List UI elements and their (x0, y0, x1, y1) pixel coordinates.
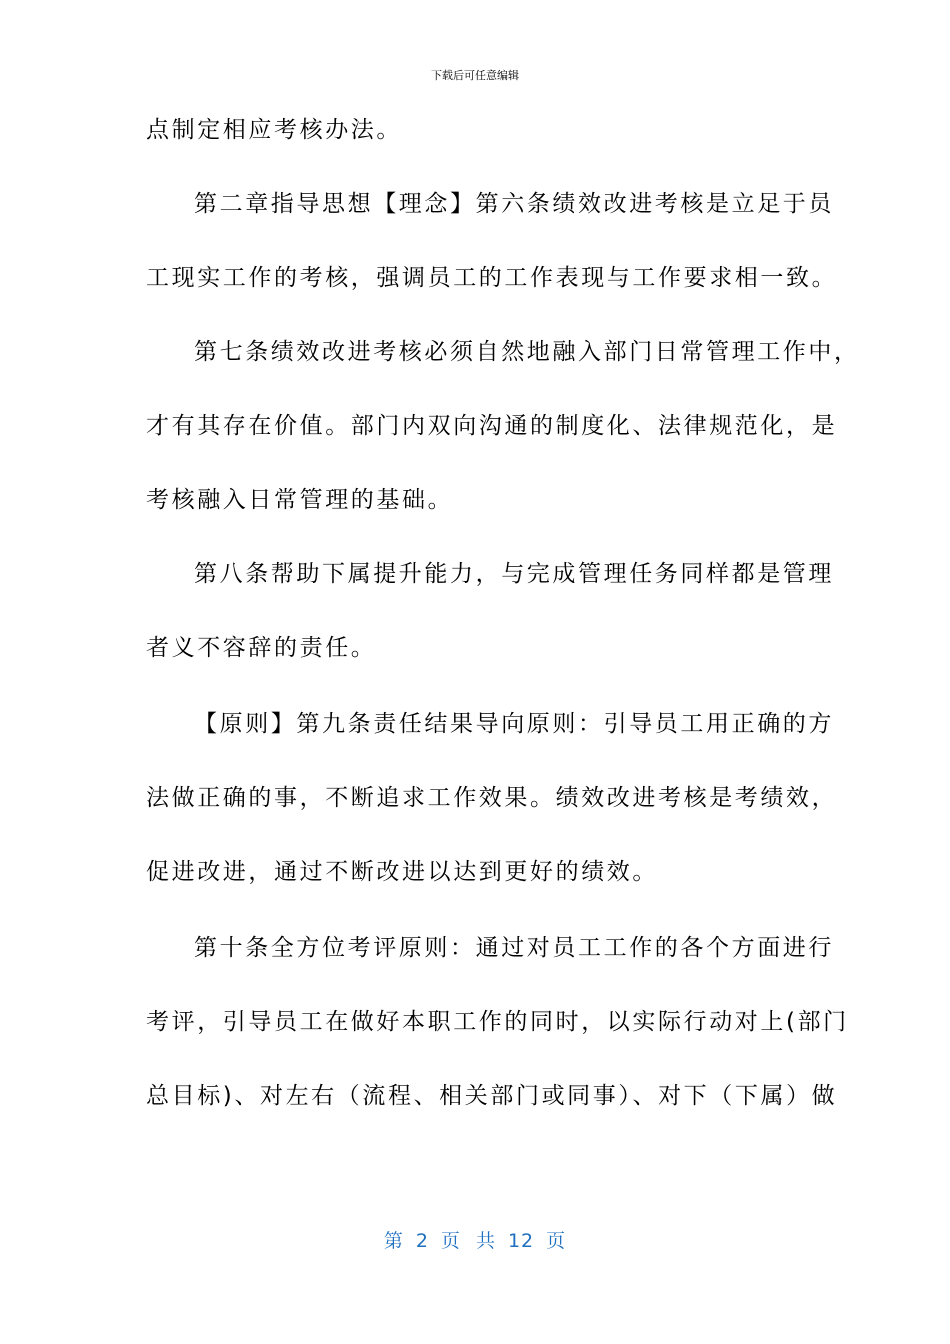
page-footer (0, 1226, 950, 1253)
text-line: 者义不容辞的责任。 (146, 635, 377, 661)
text-line: 第八条帮助下属提升能力，与完成管理任务同样都是管理 (194, 561, 834, 587)
text-line: 第十条全方位考评原则：通过对员工工作的各个方面进行 (194, 935, 834, 961)
text-line: 考核融入日常管理的基础。 (146, 487, 454, 513)
text-line: 【原则】第九条责任结果导向原则：引导员工用正确的方 (194, 711, 834, 737)
footer-prefix: 第 (383, 1230, 404, 1252)
text-line: 法做正确的事，不断追求工作效果。绩效改进考核是考绩效， (146, 785, 838, 811)
text-line: 才有其存在价值。部门内双向沟通的制度化、法律规范化，是 (146, 413, 838, 439)
footer-suffix: 页 (546, 1230, 567, 1252)
text-line: 总目标)、对左右（流程、相关部门或同事）、对下（下属）做 (146, 1083, 838, 1109)
text-line: 第七条绩效改进考核必须自然地融入部门日常管理工作中， (194, 339, 860, 365)
text-line: 工现实工作的考核，强调员工的工作表现与工作要求相一致。 (146, 265, 838, 291)
footer-middle: 页 共 (440, 1230, 496, 1252)
page-header: 下载后可任意编辑 (431, 69, 519, 82)
text-line: 点制定相应考核办法。 (146, 117, 402, 143)
text-line: 促进改进，通过不断改进以达到更好的绩效。 (146, 859, 658, 885)
footer-page-number: 2 (415, 1230, 429, 1252)
footer-total-pages: 12 (507, 1230, 535, 1252)
text-line: 考评，引导员工在做好本职工作的同时，以实际行动对上(部门 (146, 1009, 849, 1035)
text-line: 第二章指导思想【理念】第六条绩效改进考核是立足于员 (194, 191, 834, 217)
